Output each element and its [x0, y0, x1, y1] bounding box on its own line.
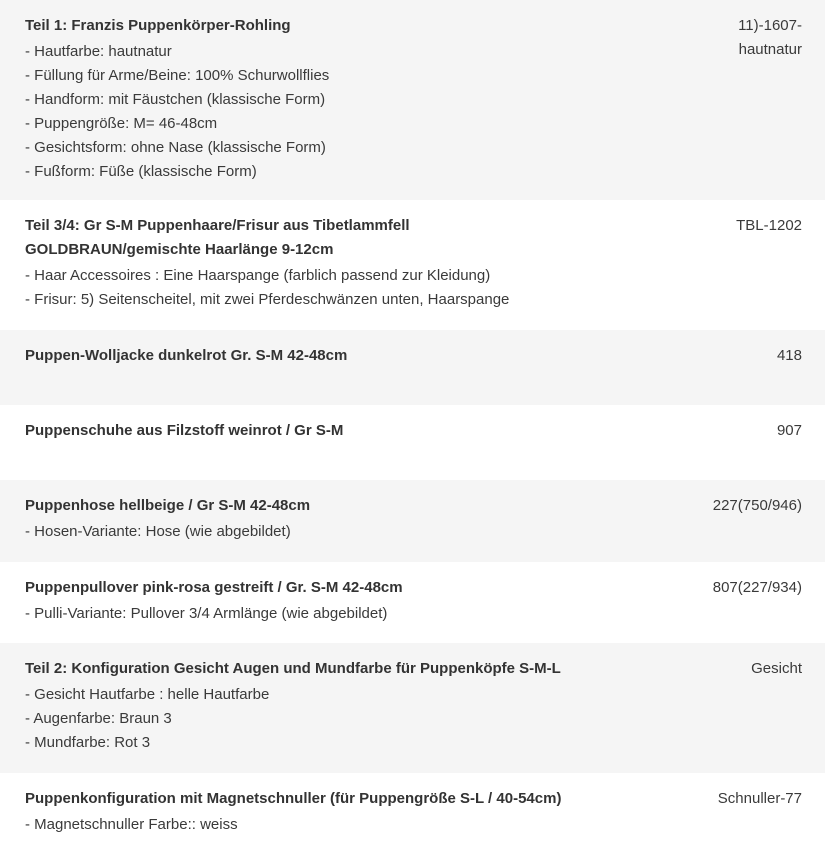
- order-item-row: [0, 200, 825, 330]
- order-item-article-number: 907: [776, 422, 802, 439]
- order-item-attribute: - Frisur: 5) Seitenscheitel, mit zwei Pferdeschwänzen unten, Haarspange: [25, 291, 510, 308]
- order-item-article-number: Schnuller-77: [717, 790, 802, 807]
- order-item-title: Puppenkonfiguration mit Magnetschnuller (für Puppengröße S-L / 40-54cm): [25, 790, 562, 807]
- order-item-row: [0, 773, 825, 867]
- order-item-attribute: - Fußform: Füße (klassische Form): [25, 163, 257, 180]
- order-item-article-number: 807(227/934): [712, 579, 802, 596]
- order-item-title: Puppenschuhe aus Filzstoff weinrot / Gr S-M: [25, 422, 344, 439]
- order-item-attribute: - Puppengröße: M= 46-48cm: [25, 115, 218, 132]
- order-item-attribute: - Mundfarbe: Rot 3: [25, 734, 151, 751]
- order-item-attribute: - Augenfarbe: Braun 3: [25, 710, 172, 727]
- order-item-details: [25, 787, 585, 837]
- order-item-title: Puppen-Wolljacke dunkelrot Gr. S-M 42-48cm: [25, 347, 348, 364]
- order-item-attribute: - Handform: mit Fäustchen (klassische Form): [25, 91, 326, 108]
- order-item-details: [25, 214, 585, 312]
- order-item-details: [25, 344, 585, 370]
- order-item-row: [0, 643, 825, 773]
- order-item-article-number: 11)-1607-hautnatur: [738, 17, 802, 58]
- order-item-row: [0, 330, 825, 405]
- order-item-article-number: Gesicht: [751, 660, 802, 677]
- order-item-attribute: - Gesichtsform: ohne Nase (klassische Form): [25, 139, 326, 156]
- order-item-attribute: - Pulli-Variante: Pullover 3/4 Armlänge (wie abgebildet): [25, 605, 388, 622]
- order-item-details: [25, 494, 585, 544]
- order-item-article-number: 418: [776, 347, 802, 364]
- order-item-article-number: 227(750/946): [712, 497, 802, 514]
- order-item-row: [0, 0, 825, 200]
- order-item-attribute: - Hosen-Variante: Hose (wie abgebildet): [25, 523, 291, 540]
- order-item-attribute: - Haar Accessoires : Eine Haarspange (farblich passend zur Kleidung): [25, 267, 491, 284]
- order-item-details: [25, 576, 585, 626]
- order-item-attribute: - Hautfarbe: hautnatur: [25, 43, 172, 60]
- order-item-article-number: TBL-1202: [736, 217, 802, 234]
- order-item-row: [0, 405, 825, 480]
- order-item-title: Puppenhose hellbeige / Gr S-M 42-48cm: [25, 497, 311, 514]
- order-item-row: [0, 480, 825, 562]
- order-item-title: Teil 1: Franzis Puppenkörper-Rohling: [25, 17, 291, 34]
- order-item-details: [25, 657, 585, 755]
- order-item-attribute: - Magnetschnuller Farbe:: weiss: [25, 816, 238, 833]
- order-item-title: Teil 2: Konfiguration Gesicht Augen und Mundfarbe für Puppenköpfe S-M-L: [25, 660, 561, 677]
- order-item-title: Puppenpullover pink-rosa gestreift / Gr. S-M 42-48cm: [25, 579, 403, 596]
- order-item-details: [25, 419, 585, 445]
- order-item-title: Teil 3/4: Gr S-M Puppenhaare/Frisur aus Tibetlammfell GOLDBRAUN/gemischte Haarlänge 9-12cm: [25, 217, 410, 258]
- order-item-attribute: - Füllung für Arme/Beine: 100% Schurwollflies: [25, 67, 330, 84]
- order-item-details: [25, 14, 585, 184]
- order-item-attribute: - Gesicht Hautfarbe : helle Hautfarbe: [25, 686, 270, 703]
- order-item-row: [0, 562, 825, 643]
